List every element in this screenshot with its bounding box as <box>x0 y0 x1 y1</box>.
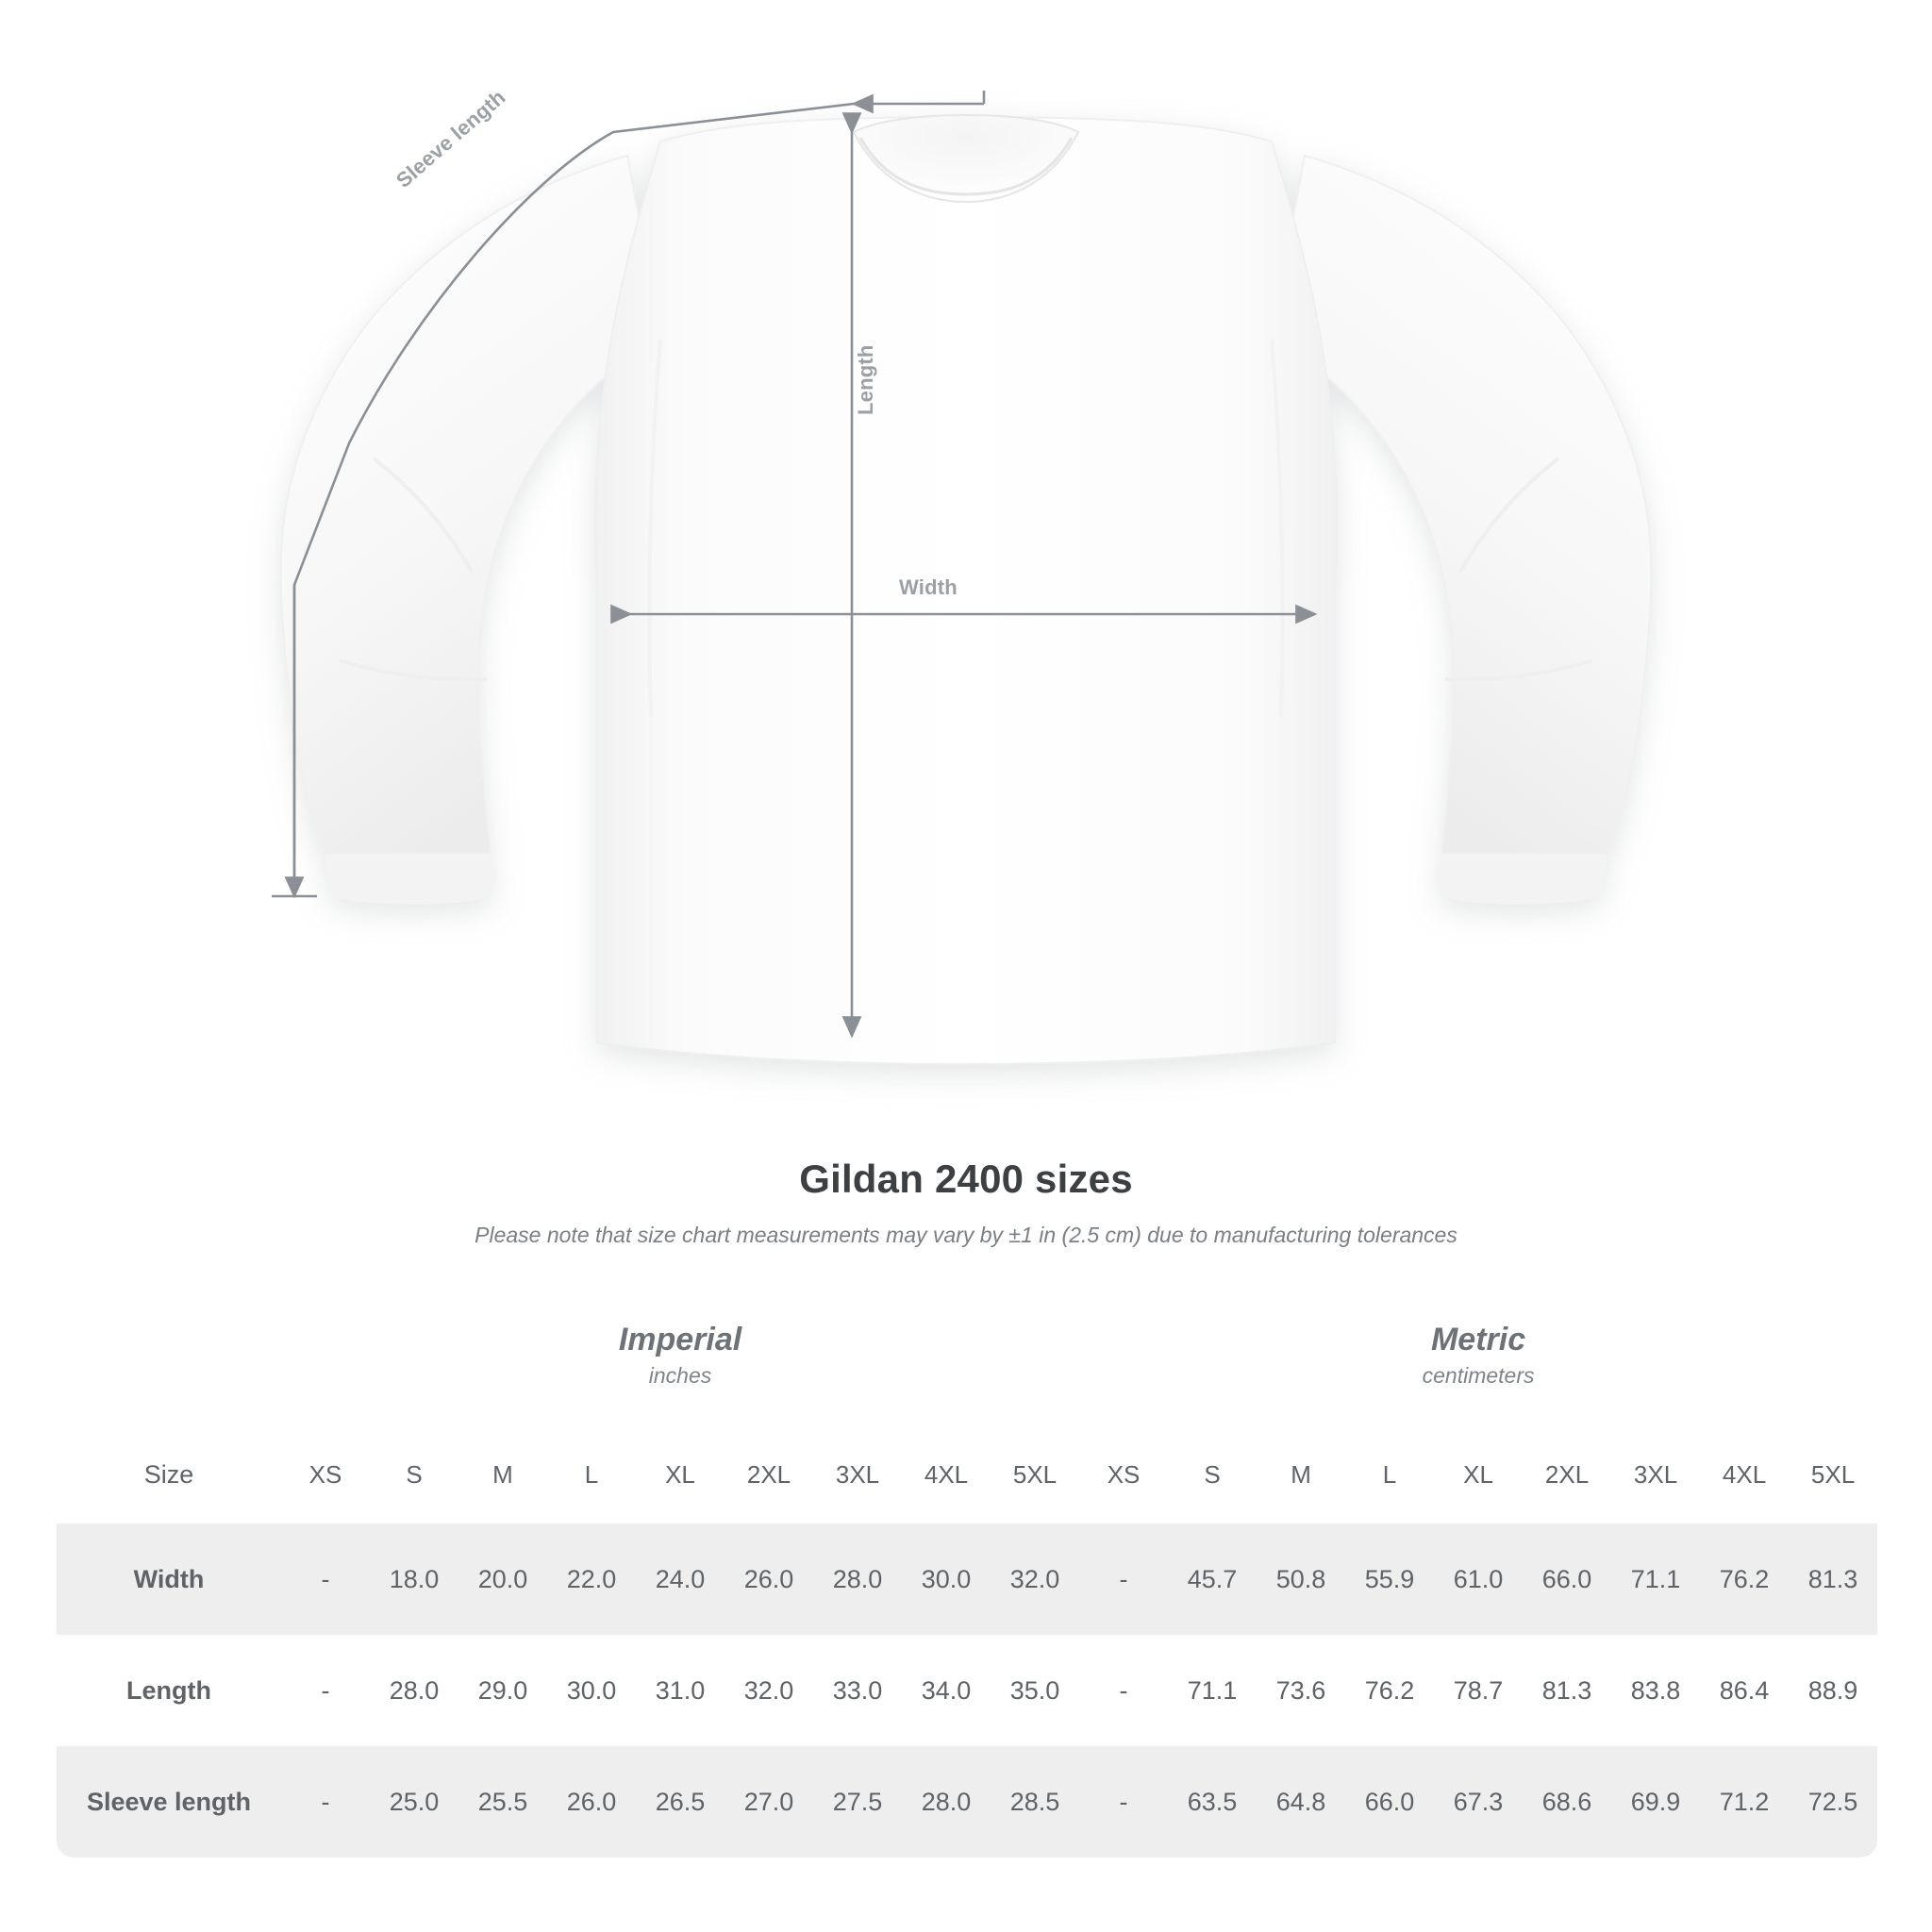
row-label-length: Length <box>57 1635 281 1746</box>
cell-sleeve-metric-xs: - <box>1079 1746 1168 1857</box>
size-header-metric-2xl: 2XL <box>1523 1425 1611 1524</box>
cell-length-metric-l: 76.2 <box>1345 1635 1434 1746</box>
unit-header-metric <box>1079 1286 1877 1425</box>
size-header-metric-3xl: 3XL <box>1611 1425 1700 1524</box>
cell-width-imperial-l: 22.0 <box>547 1524 636 1635</box>
table-row <box>57 1746 1877 1857</box>
cell-width-imperial-4xl: 30.0 <box>902 1524 991 1635</box>
cell-sleeve-metric-s: 63.5 <box>1168 1746 1257 1857</box>
cell-length-imperial-m: 29.0 <box>458 1635 547 1746</box>
cell-width-metric-s: 45.7 <box>1168 1524 1257 1635</box>
row-label-sleeve-length: Sleeve length <box>57 1746 281 1857</box>
unit-header-row <box>57 1286 1877 1425</box>
size-header-row <box>57 1425 1877 1524</box>
imperial-name: Imperial <box>618 1321 742 1357</box>
sleeve-dimension-line <box>294 104 854 887</box>
size-header-imperial-3xl: 3XL <box>813 1425 902 1524</box>
unit-header-spacer <box>57 1286 281 1425</box>
cell-length-imperial-s: 28.0 <box>370 1635 458 1746</box>
size-header-metric-m: M <box>1257 1425 1345 1524</box>
size-header-imperial-2xl: 2XL <box>724 1425 813 1524</box>
cell-length-metric-3xl: 83.8 <box>1611 1635 1700 1746</box>
cell-width-metric-m: 50.8 <box>1257 1524 1345 1635</box>
cell-sleeve-metric-l: 66.0 <box>1345 1746 1434 1857</box>
sleeve-length-label: Sleeve length <box>391 85 510 192</box>
cell-length-imperial-xl: 31.0 <box>636 1635 724 1746</box>
size-header-imperial-xs: XS <box>281 1425 370 1524</box>
width-label: Width <box>899 575 958 599</box>
cell-length-metric-xs: - <box>1079 1635 1168 1746</box>
cell-width-metric-2xl: 66.0 <box>1523 1524 1611 1635</box>
cell-sleeve-metric-4xl: 71.2 <box>1700 1746 1789 1857</box>
cell-sleeve-imperial-2xl: 27.0 <box>724 1746 813 1857</box>
metric-sub: centimeters <box>1422 1363 1535 1388</box>
size-header-metric-xl: XL <box>1434 1425 1523 1524</box>
cell-sleeve-metric-3xl: 69.9 <box>1611 1746 1700 1857</box>
unit-header-imperial <box>281 1286 1079 1425</box>
size-table-container <box>57 1286 1875 1857</box>
cell-length-imperial-xs: - <box>281 1635 370 1746</box>
tolerance-note: Please note that size chart measurements may vary by ±1 in (2.5 cm) due to manufacturing tolerances <box>475 1223 1457 1247</box>
cell-length-metric-s: 71.1 <box>1168 1635 1257 1746</box>
cell-length-metric-4xl: 86.4 <box>1700 1635 1789 1746</box>
cell-width-metric-xl: 61.0 <box>1434 1524 1523 1635</box>
cell-width-metric-xs: - <box>1079 1524 1168 1635</box>
size-header-imperial-5xl: 5XL <box>991 1425 1079 1524</box>
cell-sleeve-imperial-s: 25.0 <box>370 1746 458 1857</box>
size-header-label: Size <box>57 1425 281 1524</box>
cell-length-metric-5xl: 88.9 <box>1789 1635 1877 1746</box>
cell-sleeve-metric-xl: 67.3 <box>1434 1746 1523 1857</box>
row-label-width: Width <box>57 1524 281 1635</box>
size-header-metric-l: L <box>1345 1425 1434 1524</box>
cell-length-imperial-l: 30.0 <box>547 1635 636 1746</box>
cell-width-metric-3xl: 71.1 <box>1611 1524 1700 1635</box>
cell-sleeve-metric-5xl: 72.5 <box>1789 1746 1877 1857</box>
size-header-metric-s: S <box>1168 1425 1257 1524</box>
cell-sleeve-metric-2xl: 68.6 <box>1523 1746 1611 1857</box>
cell-length-metric-m: 73.6 <box>1257 1635 1345 1746</box>
size-header-metric-xs: XS <box>1079 1425 1168 1524</box>
size-header-imperial-4xl: 4XL <box>902 1425 991 1524</box>
cell-sleeve-imperial-3xl: 27.5 <box>813 1746 902 1857</box>
cell-width-imperial-3xl: 28.0 <box>813 1524 902 1635</box>
size-header-imperial-s: S <box>370 1425 458 1524</box>
cell-length-metric-2xl: 81.3 <box>1523 1635 1611 1746</box>
length-label: Length <box>854 344 877 415</box>
cell-length-imperial-4xl: 34.0 <box>902 1635 991 1746</box>
table-row <box>57 1635 1877 1746</box>
cell-sleeve-metric-m: 64.8 <box>1257 1746 1345 1857</box>
size-header-imperial-l: L <box>547 1425 636 1524</box>
cell-length-imperial-5xl: 35.0 <box>991 1635 1079 1746</box>
metric-name: Metric <box>1430 1321 1526 1357</box>
cell-sleeve-imperial-4xl: 28.0 <box>902 1746 991 1857</box>
cell-sleeve-imperial-xl: 26.5 <box>636 1746 724 1857</box>
cell-width-metric-l: 55.9 <box>1345 1524 1434 1635</box>
size-header-imperial-xl: XL <box>636 1425 724 1524</box>
cell-width-imperial-s: 18.0 <box>370 1524 458 1635</box>
size-header-metric-4xl: 4XL <box>1700 1425 1789 1524</box>
cell-width-imperial-xl: 24.0 <box>636 1524 724 1635</box>
cell-width-imperial-2xl: 26.0 <box>724 1524 813 1635</box>
size-table <box>57 1286 1877 1857</box>
cell-width-imperial-xs: - <box>281 1524 370 1635</box>
cell-sleeve-imperial-xs: - <box>281 1746 370 1857</box>
table-row <box>57 1524 1877 1635</box>
cell-length-metric-xl: 78.7 <box>1434 1635 1523 1746</box>
cell-sleeve-imperial-l: 26.0 <box>547 1746 636 1857</box>
title-block <box>0 1157 1932 1248</box>
cell-width-metric-4xl: 76.2 <box>1700 1524 1789 1635</box>
cell-width-imperial-5xl: 32.0 <box>991 1524 1079 1635</box>
size-header-metric-5xl: 5XL <box>1789 1425 1877 1524</box>
cell-length-imperial-3xl: 33.0 <box>813 1635 902 1746</box>
page-title: Gildan 2400 sizes <box>799 1157 1133 1201</box>
cell-length-imperial-2xl: 32.0 <box>724 1635 813 1746</box>
cell-sleeve-imperial-5xl: 28.5 <box>991 1746 1079 1857</box>
cell-sleeve-imperial-m: 25.5 <box>458 1746 547 1857</box>
size-header-imperial-m: M <box>458 1425 547 1524</box>
imperial-sub: inches <box>648 1363 712 1388</box>
cell-width-imperial-m: 20.0 <box>458 1524 547 1635</box>
cell-width-metric-5xl: 81.3 <box>1789 1524 1877 1635</box>
